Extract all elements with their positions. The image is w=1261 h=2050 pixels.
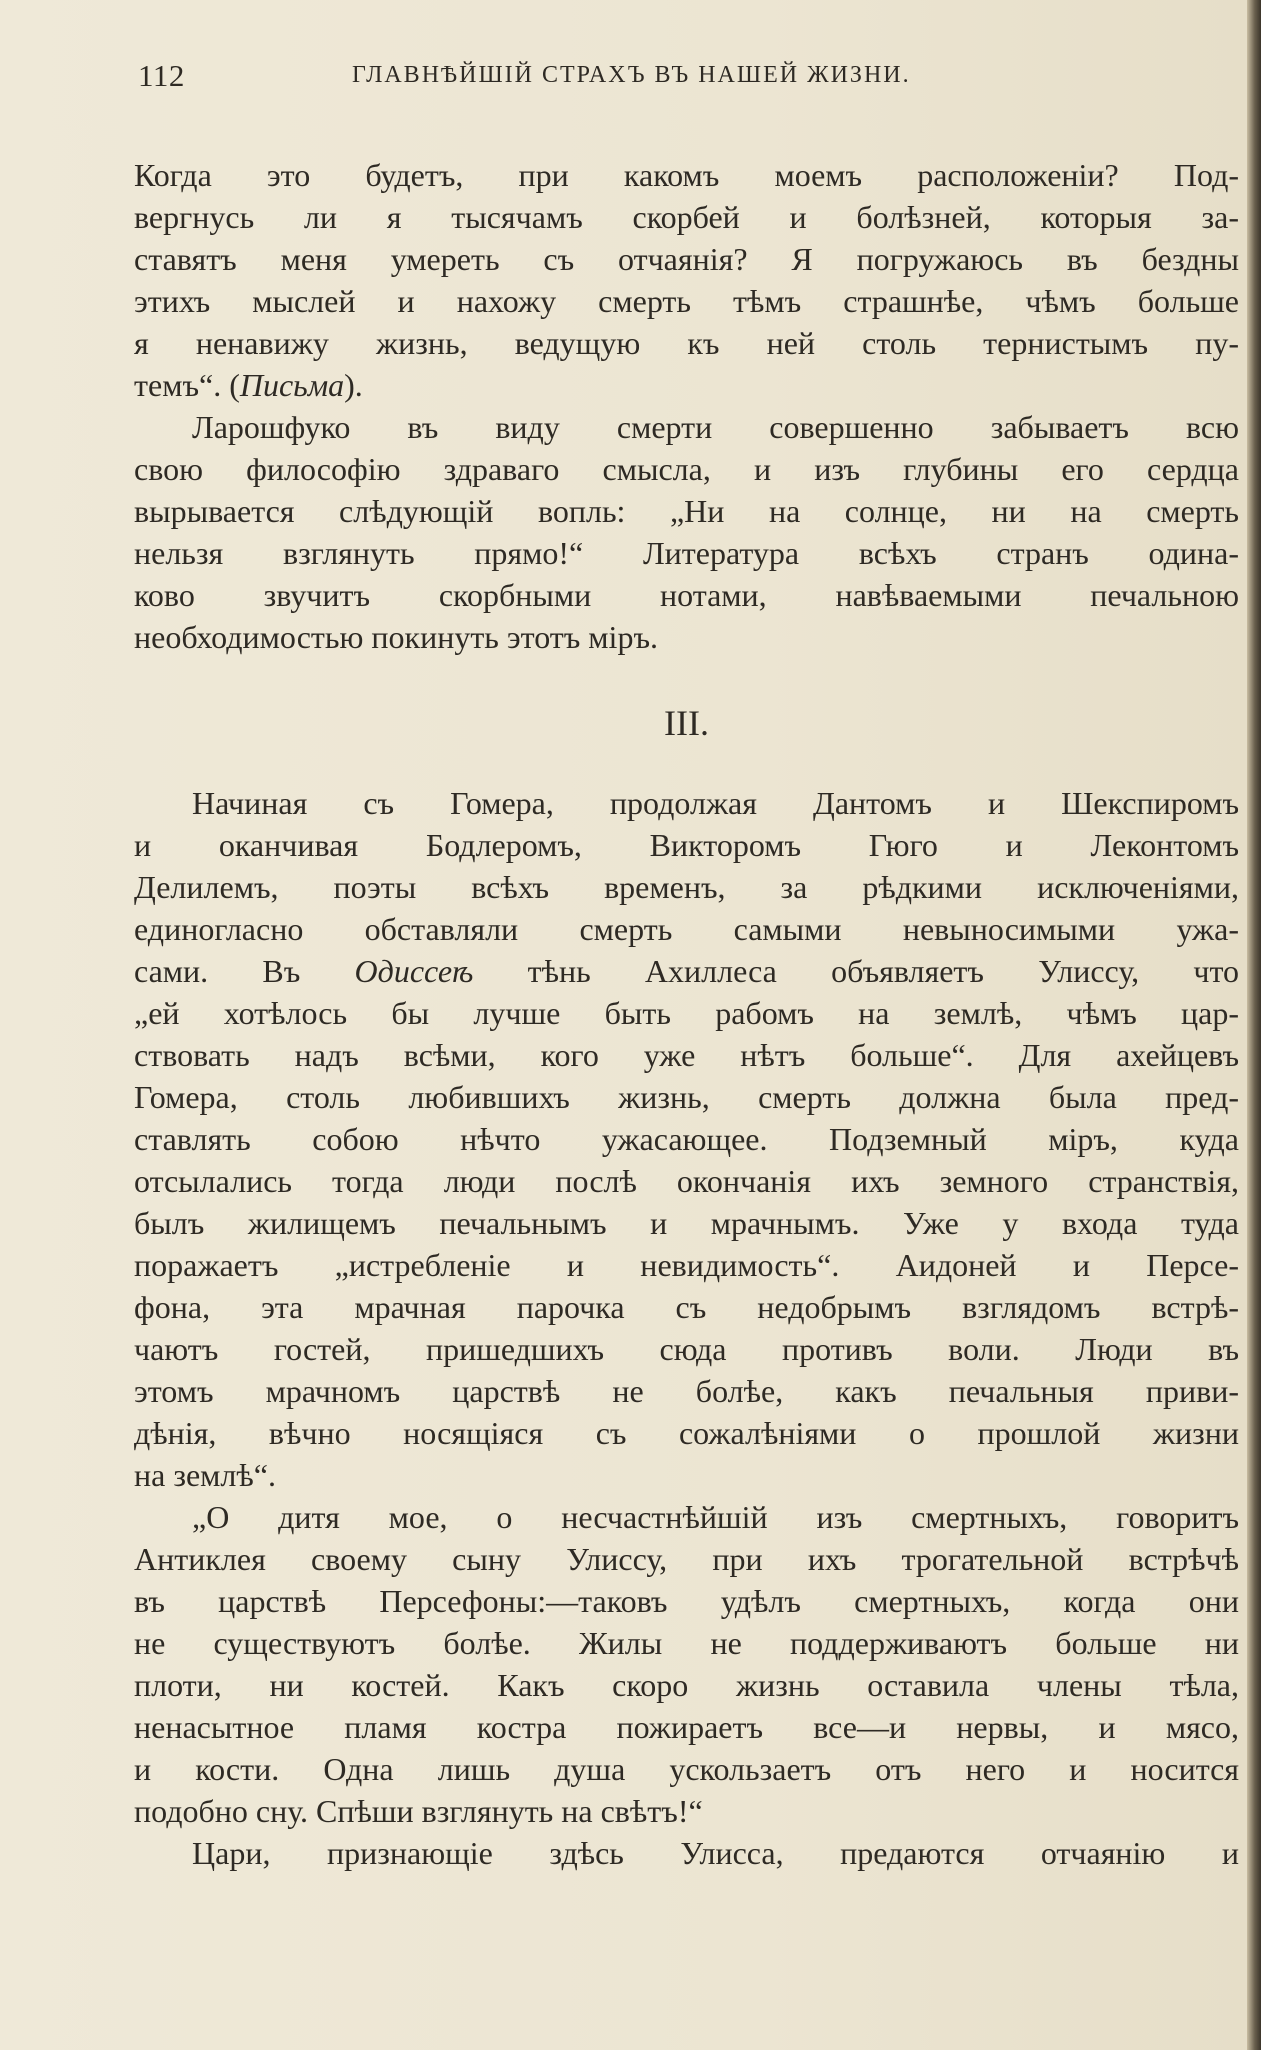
section-heading: III. — [664, 703, 709, 743]
text-line: ково звучитъ скорбными нотами, навѣваемыми печальною — [134, 577, 1239, 613]
text-line: ствовать надъ всѣми, кого уже нѣтъ больше“. Для ахейцевъ — [134, 1037, 1239, 1073]
text-line: необходимостью покинуть этотъ міръ. — [134, 619, 658, 655]
text-line: Когда это будетъ, при какомъ моемъ расположеніи? Под- — [134, 157, 1239, 193]
text-line: и оканчивая Бодлеромъ, Викторомъ Гюго и Леконтомъ — [134, 827, 1239, 863]
running-title: ГЛАВНѢЙШІЙ СТРАХЪ ВЪ НАШЕЙ ЖИЗНИ. — [352, 62, 911, 88]
text-line: въ царствѣ Персефоны:—таковъ удѣлъ смертныхъ, когда они — [134, 1583, 1239, 1619]
text-line: плоти, ни костей. Какъ скоро жизнь оставила члены тѣла, — [134, 1667, 1239, 1703]
page-edge-shadow — [1247, 0, 1261, 2050]
italic-citation: Письма — [239, 367, 345, 403]
text-line: фона, эта мрачная парочка съ недобрымъ взглядомъ встрѣ- — [134, 1289, 1239, 1325]
body-text — [134, 154, 1239, 1874]
text-line: ставятъ меня умереть съ отчаянія? Я погружаюсь въ бездны — [134, 241, 1239, 277]
text-line: поражаетъ „истребленіе и невидимость“. Аидоней и Персе- — [134, 1247, 1239, 1283]
text-line: Ларошфуко въ виду смерти совершенно забываетъ всю — [192, 409, 1239, 445]
text-line: „ей хотѣлось бы лучше быть рабомъ на землѣ, чѣмъ цар- — [134, 995, 1239, 1031]
text-line: я ненавижу жизнь, ведущую къ ней столь тернистымъ пу- — [134, 325, 1239, 361]
text-line: ставлять собою нѣчто ужасающее. Подземный міръ, куда — [134, 1121, 1239, 1157]
text-line: былъ жилищемъ печальнымъ и мрачнымъ. Уже у входа туда — [134, 1205, 1239, 1241]
text-line: чаютъ гостей, пришедшихъ сюда противъ воли. Люди въ — [134, 1331, 1239, 1367]
text-line: Цари, признающіе здѣсь Улисса, предаются отчаянію и — [192, 1835, 1239, 1871]
text-line: темъ“. (Письма). — [134, 367, 363, 403]
italic-title: Одиссеѣ — [354, 953, 474, 989]
running-head — [138, 58, 1238, 98]
text-line: „О дитя мое, о несчастнѣйшій изъ смертныхъ, говоритъ — [192, 1499, 1239, 1535]
text-line: свою философію здраваго смысла, и изъ глубины его сердца — [134, 451, 1239, 487]
text-line: Начиная съ Гомера, продолжая Дантомъ и Шекспиромъ — [192, 785, 1239, 821]
text-line: дѣнія, вѣчно носящіяся съ сожалѣніями о прошлой жизни — [134, 1415, 1239, 1451]
text-line: Гомера, столь любившихъ жизнь, смерть должна была пред- — [134, 1079, 1239, 1115]
text-line: Делилемъ, поэты всѣхъ временъ, за рѣдкими исключеніями, — [134, 869, 1239, 905]
text-line: Антиклея своему сыну Улиссу, при ихъ трогательной встрѣчѣ — [134, 1541, 1239, 1577]
text-line: не существуютъ болѣе. Жилы не поддерживаютъ больше ни — [134, 1625, 1239, 1661]
text-line: на землѣ“. — [134, 1457, 276, 1493]
text-line: вырывается слѣдующій вопль: „Ни на солнце, ни на смерть — [134, 493, 1239, 529]
text-line: подобно сну. Спѣши взглянуть на свѣтъ!“ — [134, 1793, 703, 1829]
text-line: этомъ мрачномъ царствѣ не болѣе, какъ печальныя приви- — [134, 1373, 1239, 1409]
text-line: и кости. Одна лишь душа ускользаетъ отъ него и носится — [134, 1751, 1239, 1787]
text-line: вергнусь ли я тысячамъ скорбей и болѣзней, которыя за- — [134, 199, 1239, 235]
text-line: ненасытное пламя костра пожираетъ все—и нервы, и мясо, — [134, 1709, 1239, 1745]
text-line: единогласно обставляли смерть самыми невыносимыми ужа- — [134, 911, 1239, 947]
page-number: 112 — [138, 58, 185, 93]
text-line: сами. Въ Одиссеѣ тѣнь Ахиллеса объявляетъ Улиссу, что — [134, 953, 1240, 989]
text-line: отсылались тогда люди послѣ окончанія ихъ земного странствія, — [134, 1163, 1239, 1199]
text-line: нельзя взглянуть прямо!“ Литература всѣхъ странъ одина- — [134, 535, 1239, 571]
text-line: этихъ мыслей и нахожу смерть тѣмъ страшнѣе, чѣмъ больше — [134, 283, 1239, 319]
